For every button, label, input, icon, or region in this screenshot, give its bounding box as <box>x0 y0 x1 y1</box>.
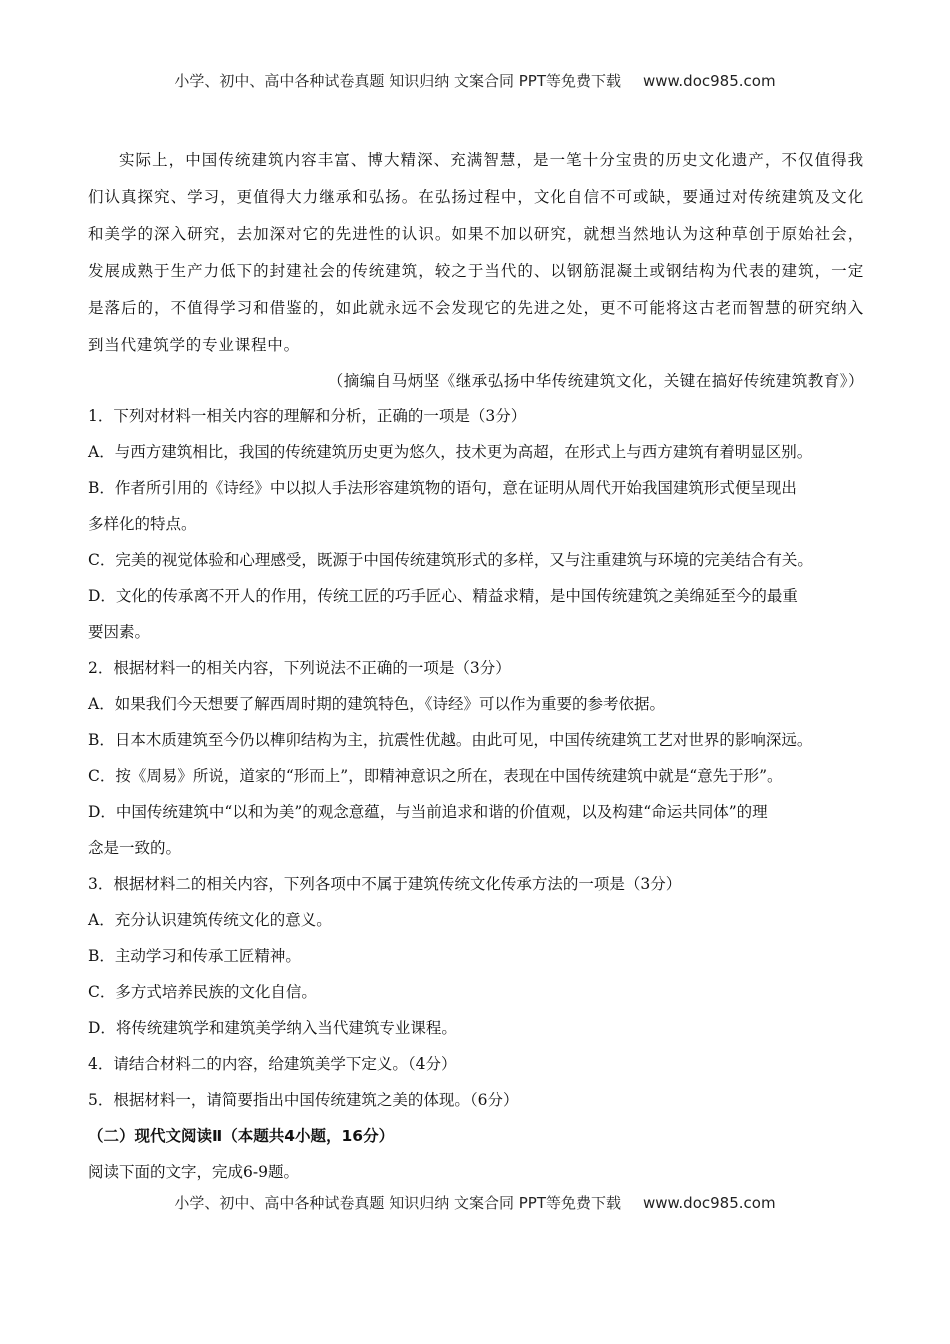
passage-source: （摘编自马炳坚《继承弘扬中华传统建筑文化，关键在搞好传统建筑教育》） <box>327 372 864 390</box>
section-2-instruction: 阅读下面的文字，完成6-9题。 <box>88 1163 299 1181</box>
header-site-link[interactable]: www.doc985.com <box>642 72 776 90</box>
question-2-option-b: B．日本木质建筑至今仍以榫卯结构为主，抗震性优越。由此可见，中国传统建筑工艺对世界的影响深远。 <box>88 731 813 749</box>
question-2-option-c: C．按《周易》所说，道家的“形而上”，即精神意识之所在，表现在中国传统建筑中就是“意先于形”。 <box>88 767 783 785</box>
question-3-option-d: D．将传统建筑学和建筑美学纳入当代建筑专业课程。 <box>88 1019 457 1037</box>
question-2-option-d-cont: 念是一致的。 <box>88 839 182 857</box>
question-5-stem: 5．根据材料一，请简要指出中国传统建筑之美的体现。（6分） <box>88 1091 519 1109</box>
document-content <box>88 142 864 1190</box>
question-1-option-d-cont: 要因素。 <box>88 623 151 641</box>
question-1-option-b-cont: 多样化的特点。 <box>88 515 197 533</box>
passage-paragraph: 实际上，中国传统建筑内容丰富、博大精深、充满智慧，是一笔十分宝贵的历史文化遗产，不仅值得我们认真探究、学习，更值得大力继承和弘扬。在弘扬过程中，文化自信不可或缺，要通过对传统建筑及文化和美学的深入研究，去加深对它的先进性的认识。如果不加以研究，就想当然地认为这种草创于原始社会，发展成熟于生产力低下的封建社会的传统建筑，较之于当代的、以钢筋混凝土或钢结构为代表的建筑，一定是落后的，不值得学习和借鉴的，如此就永远不会发现它的先进之处，更不可能将这古老而智慧的研究纳入到当代建筑学的专业课程中。 <box>88 151 864 354</box>
footer-site-link[interactable]: www.doc985.com <box>642 1194 776 1212</box>
question-3-option-a: A．充分认识建筑传统文化的意义。 <box>88 911 332 929</box>
footer-text: 小学、初中、高中各种试卷真题 知识归纳 文案合同 PPT等免费下载 <box>174 1194 621 1212</box>
question-1 <box>88 398 864 650</box>
page-footer <box>0 1192 950 1213</box>
question-3 <box>88 866 864 1046</box>
question-3-option-c: C．多方式培养民族的文化自信。 <box>88 983 317 1001</box>
question-3-stem: 3．根据材料二的相关内容，下列各项中不属于建筑传统文化传承方法的一项是（3分） <box>88 875 682 893</box>
question-3-option-b: B．主动学习和传承工匠精神。 <box>88 947 301 965</box>
page-header <box>0 70 950 91</box>
section-2-title: （二）现代文阅读Ⅱ（本题共4小题，16分） <box>88 1127 395 1145</box>
question-1-option-d: D．文化的传承离不开人的作用，传统工匠的巧手匠心、精益求精，是中国传统建筑之美绵延至今的最重 <box>88 587 798 605</box>
question-1-option-c: C．完美的视觉体验和心理感受，既源于中国传统建筑形式的多样，又与注重建筑与环境的完美结合有关。 <box>88 551 813 569</box>
question-2 <box>88 650 864 866</box>
question-2-stem: 2．根据材料一的相关内容，下列说法不正确的一项是（3分） <box>88 659 511 677</box>
question-1-option-b: B．作者所引用的《诗经》中以拟人手法形容建筑物的语句，意在证明从周代开始我国建筑形式便呈现出 <box>88 479 797 497</box>
question-1-option-a: A．与西方建筑相比，我国的传统建筑历史更为悠久，技术更为高超，在形式上与西方建筑有着明显区别。 <box>88 443 813 461</box>
question-1-stem: 1．下列对材料一相关内容的理解和分析，正确的一项是（3分） <box>88 407 527 425</box>
question-4-stem: 4．请结合材料二的内容，给建筑美学下定义。（4分） <box>88 1055 457 1073</box>
header-text: 小学、初中、高中各种试卷真题 知识归纳 文案合同 PPT等免费下载 <box>174 72 621 90</box>
question-2-option-a: A．如果我们今天想要了解西周时期的建筑特色，《诗经》可以作为重要的参考依据。 <box>88 695 665 713</box>
question-2-option-d: D．中国传统建筑中“以和为美”的观念意蕴，与当前追求和谐的价值观，以及构建“命运共同体”的理 <box>88 803 768 821</box>
